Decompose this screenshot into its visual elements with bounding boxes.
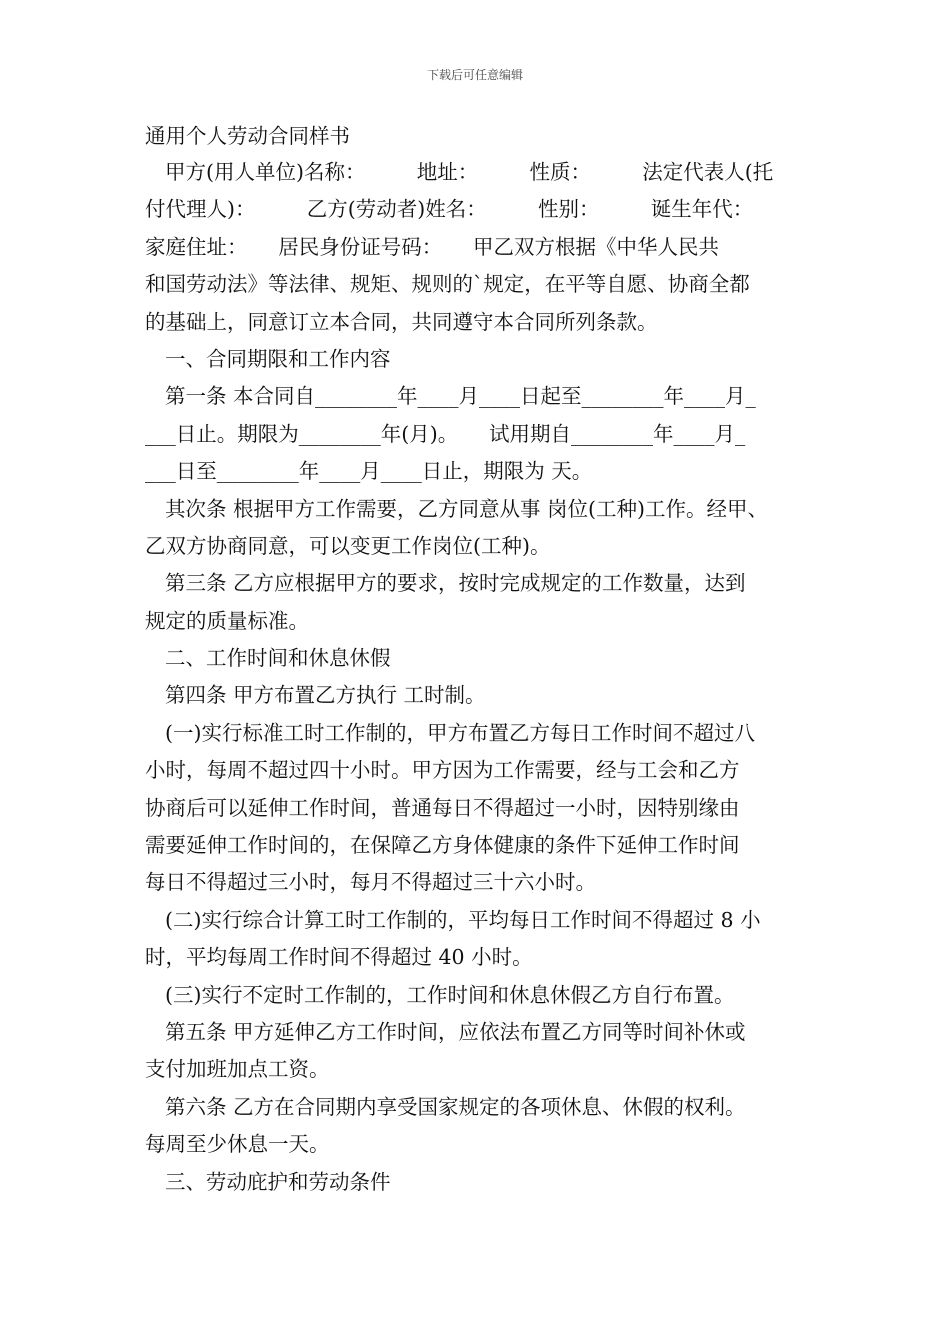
document-line: 家庭住址： 居民身份证号码： 甲乙双方根据《中华人民共 — [145, 234, 719, 259]
document-line: 一、合同期限和工作内容 — [165, 346, 391, 371]
document-line: 其次条 根据甲方工作需要，乙方同意从事 岗位(工种)工作。经甲、 — [165, 496, 769, 521]
document-line: 支付加班加点工资。 — [145, 1057, 330, 1082]
document-line: 需要延伸工作时间的，在保障乙方身体健康的条件下延伸工作时间 — [145, 833, 740, 858]
document-line: 甲方(用人单位)名称： 地址： 性质： 法定代表人(托 — [165, 160, 774, 184]
document-line: 的基础上，同意订立本合同，共同遵守本合同所列条款。 — [145, 309, 658, 334]
document-line: 乙双方协商同意，可以变更工作岗位(工种)。 — [145, 533, 551, 558]
document-line: 第四条 甲方布置乙方执行 工时制。 — [165, 683, 486, 708]
document-line: (一)实行标准工时工作制的，甲方布置乙方每日工作时间不超过八 — [165, 720, 755, 745]
document-line: 每日不得超过三小时，每月不得超过三十六小时。 — [145, 870, 596, 895]
document-line: (二)实行综合计算工时工作制的，平均每日工作时间不得超过 8 小 — [165, 907, 761, 932]
document-line: ___日止。期限为________年(月)。 试用期自________年____月_ — [145, 421, 746, 446]
document-line: 和国劳动法》等法律、规矩、规则的`规定，在平等自愿、协商全都 — [145, 272, 750, 297]
document-line: 第三条 乙方应根据甲方的要求，按时完成规定的工作数量，达到 — [165, 571, 746, 596]
document-line: ___日至________年____月____日止，期限为 天。 — [145, 459, 593, 484]
document-line: 每周至少休息一天。 — [145, 1132, 330, 1157]
document-title: 通用个人劳动合同样书 — [145, 124, 350, 148]
document-line: 三、劳动庇护和劳动条件 — [165, 1169, 391, 1194]
document-line: 规定的质量标准。 — [145, 608, 309, 633]
document-body — [145, 118, 810, 1201]
document-line: 协商后可以延伸工作时间，普通每日不得超过一小时，因特别缘由 — [145, 795, 740, 820]
document-line: 第一条 本合同自________年____月____日起至________年____月_ — [165, 384, 756, 409]
document-line: 第六条 乙方在合同期内享受国家规定的各项休息、休假的权利。 — [165, 1094, 746, 1119]
page-header-note: 下载后可任意编辑 — [426, 68, 523, 82]
document-line: 付代理人)： 乙方(劳动者)姓名： 性别： 诞生年代： — [145, 197, 754, 222]
document-line: (三)实行不定时工作制的，工作时间和休息休假乙方自行布置。 — [165, 982, 735, 1007]
document-line: 第五条 甲方延伸乙方工作时间，应依法布置乙方同等时间补休或 — [165, 1019, 746, 1044]
document-line: 二、工作时间和休息休假 — [165, 646, 391, 671]
document-line: 时，平均每周工作时间不得超过 40 小时。 — [145, 945, 533, 970]
document-line: 小时，每周不超过四十小时。甲方因为工作需要，经与工会和乙方 — [145, 758, 740, 783]
